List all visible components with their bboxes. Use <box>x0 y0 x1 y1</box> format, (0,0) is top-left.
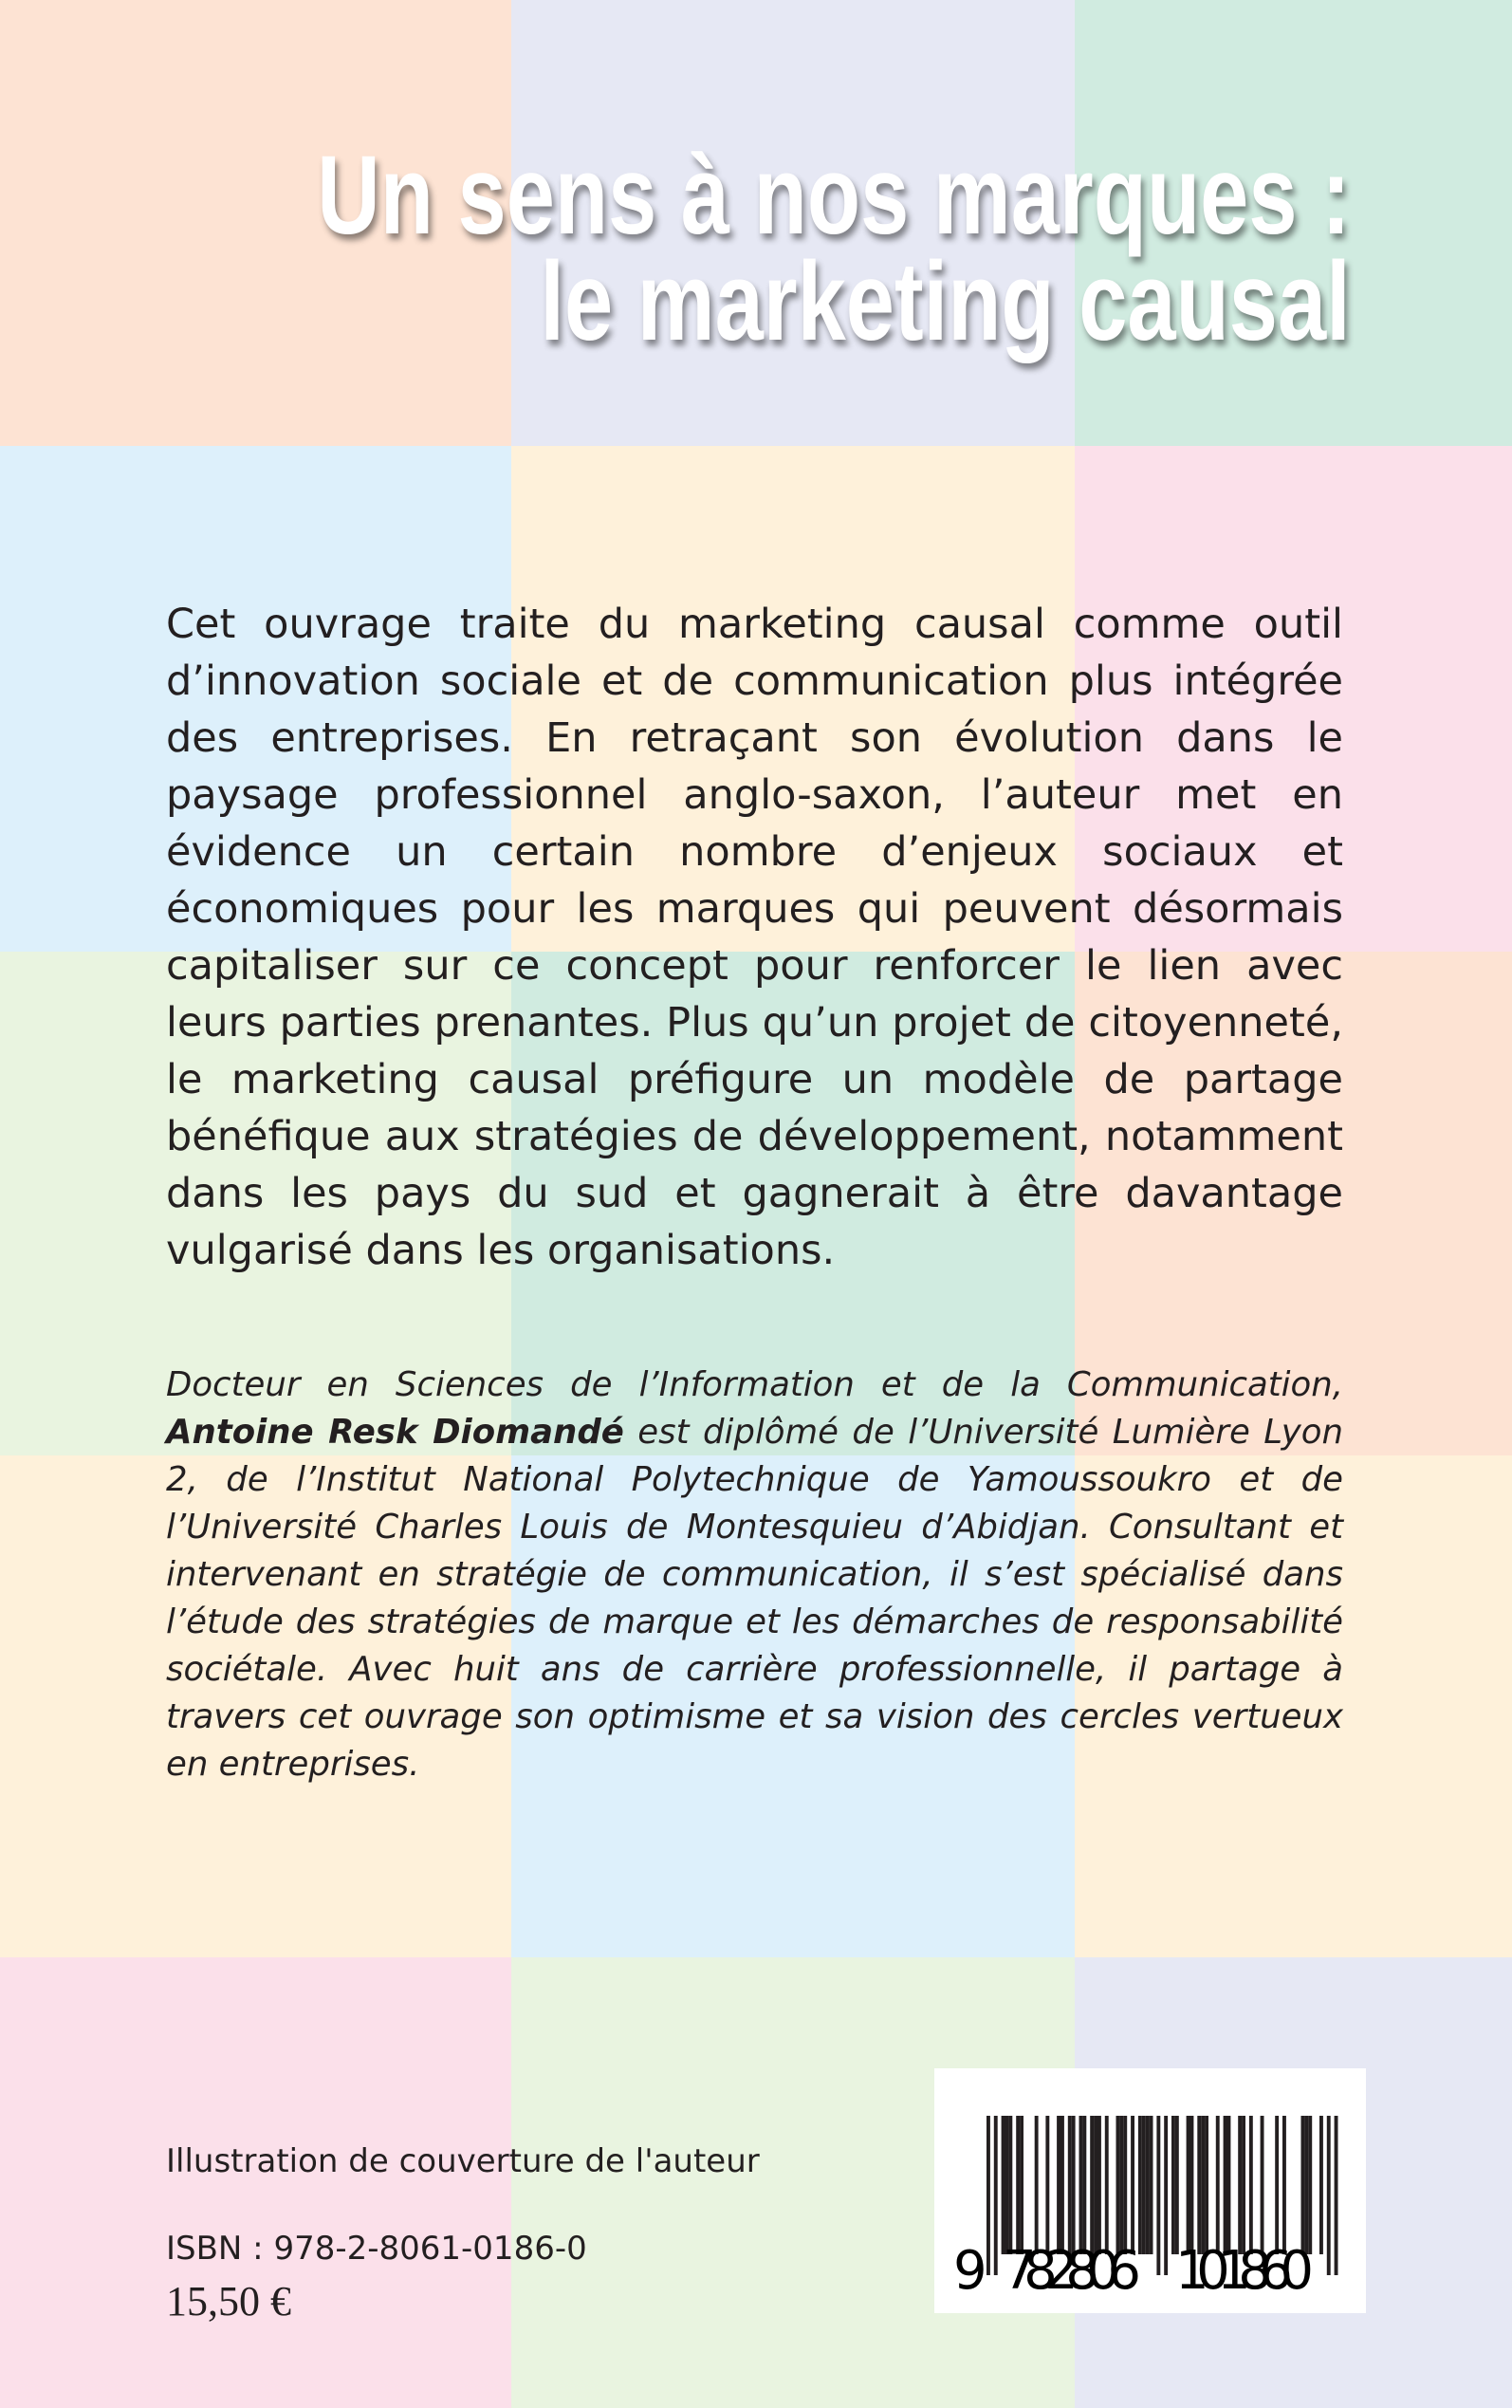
barcode-bar <box>1224 2116 1227 2254</box>
barcode-bar <box>1002 2116 1005 2254</box>
author-bio <box>166 1361 1343 1788</box>
barcode-bar <box>1171 2116 1175 2254</box>
title-line-2: le marketing causal <box>540 239 1351 364</box>
barcode-bar <box>1131 2116 1134 2254</box>
barcode-bar <box>1156 2116 1160 2275</box>
barcode-bar <box>1090 2116 1094 2254</box>
barcode-bar <box>1116 2116 1120 2254</box>
isbn: ISBN : 978-2-8061-0186-0 <box>166 2230 587 2268</box>
grid-cell <box>0 1957 511 2408</box>
barcode-bar <box>1045 2116 1049 2254</box>
barcode-bar <box>1138 2116 1142 2254</box>
barcode-bar <box>1016 2116 1020 2254</box>
barcode-bar <box>1097 2116 1101 2254</box>
barcode-bar <box>1308 2116 1312 2254</box>
barcode-bar <box>1216 2116 1220 2254</box>
barcode-first-digit: 9 <box>953 2240 987 2302</box>
barcode-bar <box>1301 2116 1305 2254</box>
barcode-bar <box>1079 2116 1083 2254</box>
barcode-bar <box>1005 2116 1009 2254</box>
barcode-bar <box>1335 2116 1338 2275</box>
barcode-bar <box>1201 2116 1205 2254</box>
barcode-right-digits: 101860 <box>1175 2240 1314 2302</box>
barcode-bar <box>1187 2116 1190 2254</box>
barcode-bar <box>1142 2116 1146 2254</box>
barcode-bar <box>1020 2116 1023 2254</box>
barcode <box>934 2068 1366 2313</box>
price: 15,50 € <box>166 2278 291 2325</box>
barcode-bar <box>1119 2116 1123 2254</box>
barcode-bar <box>1282 2116 1286 2254</box>
barcode-bar <box>1190 2116 1194 2254</box>
barcode-bar <box>1068 2116 1072 2254</box>
barcode-bar <box>994 2116 998 2275</box>
title-line-1: Un sens à nos marques : <box>317 133 1351 258</box>
barcode-bar <box>1227 2116 1231 2254</box>
barcode-bar <box>1319 2116 1323 2254</box>
barcode-left-digits: 782806 <box>1003 2240 1141 2302</box>
barcode-bar <box>1304 2116 1308 2254</box>
book-title <box>317 133 1351 364</box>
barcode-bar <box>1249 2116 1253 2254</box>
illustration-credit: Illustration de couverture de l'auteur <box>166 2142 760 2180</box>
barcode-bar <box>1057 2116 1060 2254</box>
barcode-bar <box>1146 2116 1150 2254</box>
bio-text: est diplômé de l’Université Lumière Lyon 2, de l’Institut National Polytechnique de Yamoussoukro et de l’Université Charles Louis de Montesquieu d’Abidjan. Consultant et intervenant en stratégie de communication, il s’est spécialisé dans l’étude des stratégies de marque et les démarches de responsabilité sociétale. Avec huit ans de carrière professionnelle, il partage à travers cet ouvrage son optimisme et sa vision des cercles vertueux en entreprises. <box>166 1413 1343 1784</box>
barcode-bar <box>1327 2116 1331 2275</box>
barcode-bars <box>934 2068 1366 2313</box>
barcode-bar <box>1175 2116 1179 2254</box>
barcode-bar <box>1035 2116 1039 2254</box>
barcode-bar <box>1261 2116 1264 2254</box>
barcode-bar <box>1205 2116 1208 2254</box>
barcode-bar <box>1150 2116 1153 2254</box>
barcode-bar <box>1242 2116 1245 2254</box>
barcode-bar <box>1123 2116 1127 2254</box>
barcode-bar <box>1008 2116 1012 2254</box>
bio-intro: Docteur en Sciences de l’Information et de la Communication, <box>166 1365 1343 1404</box>
barcode-bar <box>1197 2116 1201 2254</box>
book-summary: Cet ouvrage traite du marketing causal comme outil d’innovation sociale et de communication plus intégrée des entreprises. En retraçant son évolution dans le paysage professionnel anglo-saxon, l’auteur met en évidence un certain nombre d’enjeux sociaux et économiques pour les marques qui peuvent désormais capitaliser sur ce concept pour renforcer le lien avec leurs parties prenantes. Plus qu’un projet de citoyenneté, le marketing causal préfigure un modèle de partage bénéfique aux stratégies de développement, notamment dans les pays du sud et gagnerait à être davantage vulgarisé dans les organisations. <box>166 601 1343 1274</box>
author-name: Antoine Resk Diomandé <box>166 1413 624 1452</box>
barcode-bar <box>1072 2116 1076 2254</box>
barcode-bar <box>1105 2116 1109 2254</box>
barcode-bar <box>1094 2116 1097 2254</box>
barcode-bar <box>1164 2116 1168 2275</box>
barcode-bar <box>1082 2116 1086 2254</box>
barcode-bar <box>1238 2116 1242 2254</box>
barcode-bar <box>1060 2116 1064 2254</box>
barcode-bar <box>1275 2116 1279 2254</box>
